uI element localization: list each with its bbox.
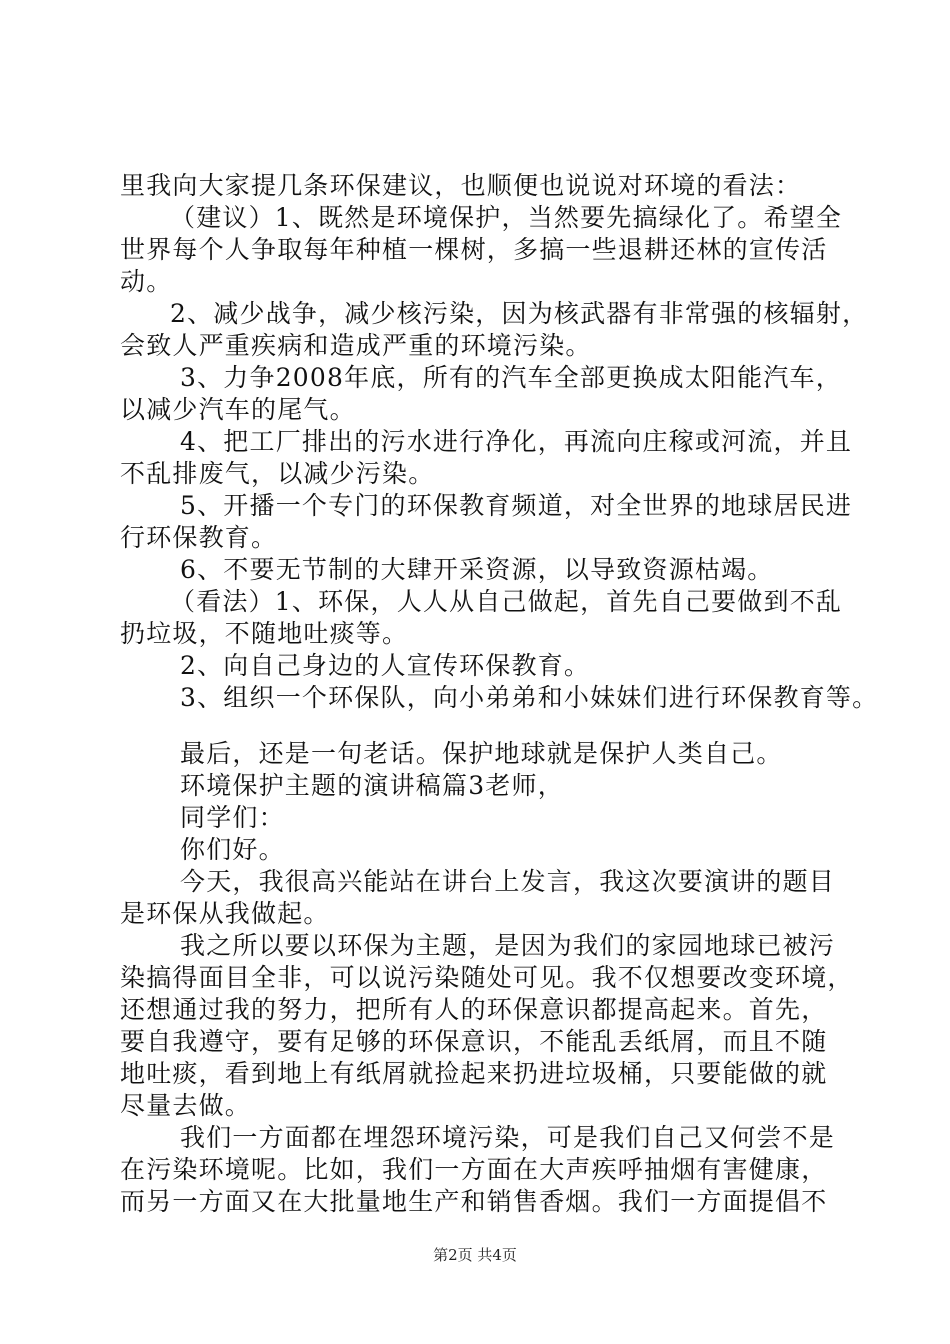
text-line: 4、把工厂排出的污水进行净化，再流向庄稼或河流，并且 xyxy=(180,427,853,456)
text-line: 里我向大家提几条环保建议，也顺便也说说对环境的看法： xyxy=(120,171,802,200)
text-line: 是环保从我做起。 xyxy=(120,899,330,928)
text-line: 2、减少战争，减少核污染，因为核武器有非常强的核辐射， xyxy=(170,299,869,328)
text-line: 6、不要无节制的大肆开采资源，以导致资源枯竭。 xyxy=(180,555,774,584)
text-line: 扔垃圾，不随地吐痰等。 xyxy=(120,619,409,648)
text-line: 在污染环境呢。比如，我们一方面在大声疾呼抽烟有害健康， xyxy=(120,1155,828,1184)
text-line: 世界每个人争取每年种植一棵树，多搞一些退耕还林的宣传活 xyxy=(120,235,828,264)
text-line: 3、组织一个环保队，向小弟弟和小妹妹们进行环保教育等。 xyxy=(180,683,879,712)
text-line: 3、力争2008年底，所有的汽车全部更换成太阳能汽车， xyxy=(180,363,842,392)
text-line: 不乱排废气，以减少污染。 xyxy=(120,459,435,488)
text-line: 环境保护主题的演讲稿篇3老师， xyxy=(180,771,564,800)
text-line: 动。 xyxy=(120,267,173,296)
document-body xyxy=(120,170,879,1218)
paragraph-gap xyxy=(120,714,860,738)
text-line: 最后，还是一句老话。保护地球就是保护人类自己。 xyxy=(180,739,783,768)
text-line: 以减少汽车的尾气。 xyxy=(120,395,356,424)
text-line: 地吐痰，看到地上有纸屑就捡起来扔进垃圾桶，只要能做的就 xyxy=(120,1059,828,1088)
text-line: （看法）1、环保，人人从自己做起，首先自己要做到不乱 xyxy=(170,587,843,616)
text-line: 你们好。 xyxy=(180,835,285,864)
text-line: 行环保教育。 xyxy=(120,523,278,552)
text-line: 今天，我很高兴能站在讲台上发言，我这次要演讲的题目 xyxy=(180,867,836,896)
text-line: 我们一方面都在埋怨环境污染，可是我们自己又何尝不是 xyxy=(180,1123,836,1152)
text-line: （建议）1、既然是环境保护，当然要先搞绿化了。希望全 xyxy=(170,203,843,232)
text-line: 5、开播一个专门的环保教育频道，对全世界的地球居民进 xyxy=(180,491,853,520)
text-line: 染搞得面目全非，可以说污染随处可见。我不仅想要改变环境， xyxy=(120,963,854,992)
text-line: 会致人严重疾病和造成严重的环境污染。 xyxy=(120,331,592,360)
text-line: 要自我遵守，要有足够的环保意识，不能乱丢纸屑，而且不随 xyxy=(120,1027,828,1056)
text-line: 同学们： xyxy=(180,803,285,832)
text-line: 我之所以要以环保为主题，是因为我们的家园地球已被污 xyxy=(180,931,836,960)
text-line: 而另一方面又在大批量地生产和销售香烟。我们一方面提倡不 xyxy=(120,1187,828,1216)
text-line: 2、向自己身边的人宣传环保教育。 xyxy=(180,651,591,680)
page-footer: 第2页 共4页 xyxy=(433,1246,517,1264)
text-line: 还想通过我的努力，把所有人的环保意识都提高起来。首先， xyxy=(120,995,828,1024)
text-line: 尽量去做。 xyxy=(120,1091,252,1120)
